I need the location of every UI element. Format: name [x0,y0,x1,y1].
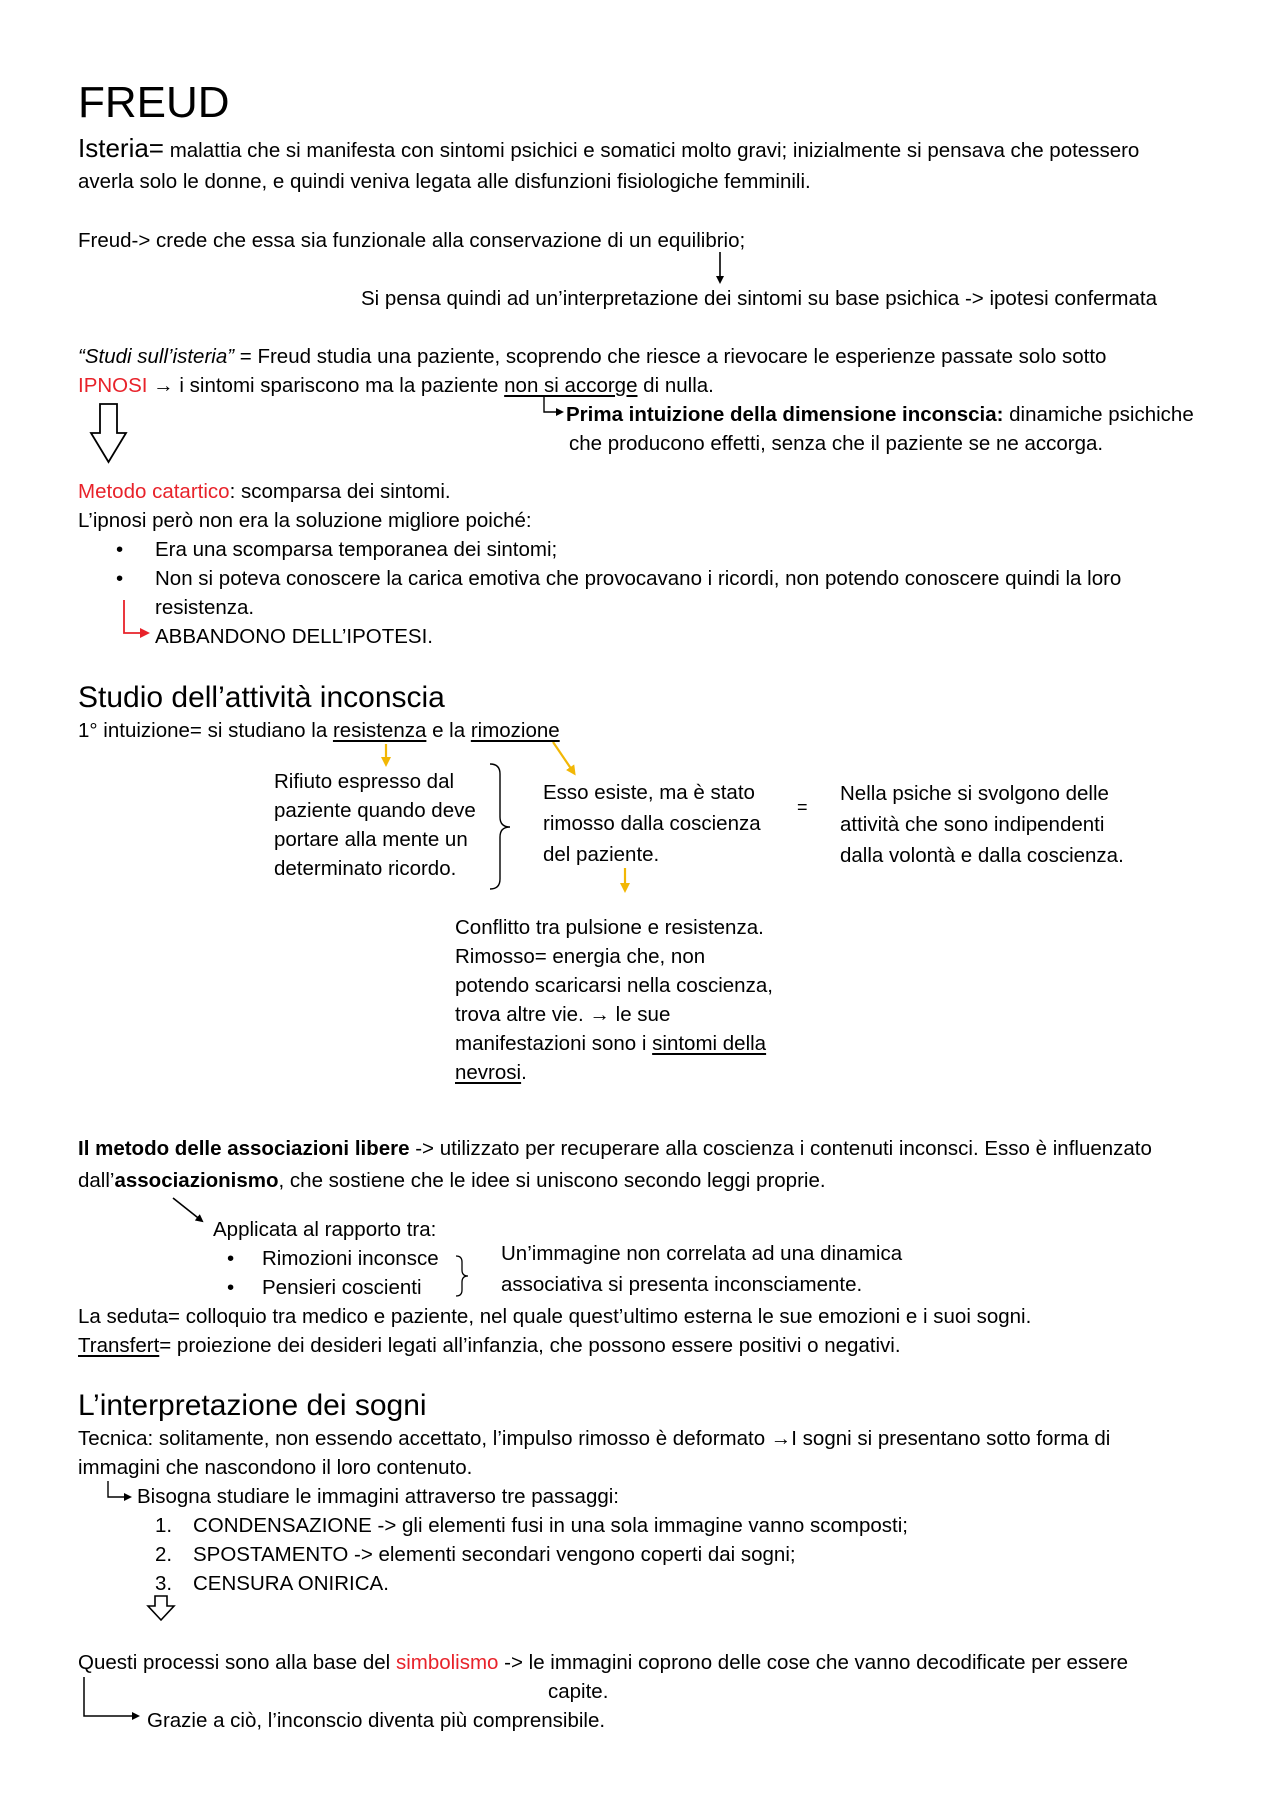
catartico-line [78,477,451,506]
step-number: 1. [155,1514,173,1537]
studi-title: “Studi sull’isteria” [78,345,235,368]
step-text: CENSURA ONIRICA. [193,1572,389,1595]
catartico-rest: : scomparsa dei sintomi. [229,480,451,503]
intuizione-1-line [78,716,560,745]
section-heading-inconscia: Studio dell’attività inconscia [78,681,445,714]
nevrosi-end: . [521,1061,527,1084]
tecnica-line-2: immagini che nascondono il loro contenuto. [78,1456,473,1479]
catartico-bullet-2-cont: resistenza. [155,596,255,619]
immagine-line-2: associativa si presenta inconsciamente. [501,1273,863,1296]
processi-line [78,1648,1128,1677]
step-text: SPOSTAMENTO -> elementi secondari vengono coperti dai sogni; [193,1543,796,1566]
processi-b: -> le immagini coprono delle cose che vanno decodificate per essere [498,1651,1129,1674]
intuizione-bold: Prima intuizione della dimensione inconscia: [566,403,1004,426]
bisogna-line: Bisogna studiare le immagini attraverso tre passaggi: [137,1485,619,1508]
small-hollow-down-arrow-icon [148,1596,174,1620]
freud-line: Freud-> crede che essa sia funzionale alla conservazione di un equilibrio; [78,229,746,252]
associazioni-line-2 [78,1166,826,1195]
box-rifiuto [274,767,476,883]
isteria-term: Isteria= [78,133,164,163]
resistenza-term: resistenza [332,719,427,742]
capite-line: capite. [548,1680,609,1703]
right-brace-icon [490,764,510,889]
bisogna-corner-arrow-icon [108,1481,130,1497]
step-number: 3. [155,1572,173,1595]
intuizione-rest: dinamiche psichiche [1003,403,1194,426]
assoc-a: dall’ [78,1169,115,1192]
section-heading-sogni: L’interpretazione dei sogni [78,1389,427,1422]
tecnica-line-1: Tecnica: solitamente, non essendo accettato, l’impulso rimosso è deformato →I sogni si presentano sotto forma di [78,1427,1111,1450]
abbandono-line: ABBANDONO DELL’IPOTESI. [155,625,433,648]
isteria-definition: malattia che si manifesta con sintomi psichici e somatici molto gravi; inizialmente si pensava che potessero [164,139,1140,162]
box-esso-line: rimosso dalla coscienza [543,812,761,835]
box-rifiuto-line: determinato ricordo. [274,857,457,880]
associazioni-title: Il metodo delle associazioni libere [78,1137,410,1160]
isteria-line-2: averla solo le donne, e quindi veniva legata alle disfunzioni fisiologiche femminili. [78,170,811,193]
simbolismo-term: simbolismo [395,1651,499,1674]
ipnosi-label: IPNOSI [78,374,148,397]
seduta-line: La seduta= colloquio tra medico e paziente, nel quale quest’ultimo esterna le sue emozioni e i suoi sogni. [78,1305,1032,1328]
transfert-term: Transfert [78,1334,160,1357]
conflitto-line [455,1058,773,1087]
box-conflitto [455,913,773,1087]
box-rifiuto-line: portare alla mente un [274,828,468,851]
isteria-line-1 [78,134,1139,165]
box-esso-line: Esso esiste, ma è stato [543,781,755,804]
conflitto-line: Conflitto tra pulsione e resistenza. [455,916,764,939]
studi-line-1 [78,342,1106,371]
box-rifiuto-line: paziente quando deve [274,799,476,822]
grazie-corner-arrow-icon [84,1677,138,1716]
assoc-rest: , che sostiene che le idee si uniscono secondo leggi proprie. [278,1169,826,1192]
nevrosi-word: nevrosi [455,1061,522,1084]
associazioni-line-1 [78,1134,1152,1163]
equals-sign: = [797,797,808,817]
intro-b: e la [426,719,471,742]
conflitto-line: Rimosso= energia che, non [455,945,706,968]
ipnosi-soluzione-line: L’ipnosi però non era la soluzione migliore poiché: [78,509,532,532]
box-esso [543,777,761,870]
immagine-note [501,1238,902,1300]
assoc-item-1: Rimozioni inconsce [262,1247,439,1270]
conflitto-line: trova altre vie. → le sue [455,1003,671,1026]
conflitto-line: potendo scaricarsi nella coscienza, [455,974,773,997]
hollow-down-arrow-icon [91,404,126,462]
applicata-line: Applicata al rapporto tra: [213,1218,437,1241]
bullet-dot: • [227,1247,235,1270]
rimozione-term: rimozione [470,719,560,742]
small-brace-icon [456,1256,468,1296]
page-title: FREUD [78,78,230,127]
sintomi-nevrosi: sintomi della [652,1032,767,1055]
studi-text: = Freud studia una paziente, scoprendo che riesce a rievocare le esperienze passate solo sotto [234,345,1107,368]
catartico-bullet-2: Non si poteva conoscere la carica emotiva che provocavano i ricordi, non potendo conoscere quindi la loro [155,567,1122,590]
intro-a: 1° intuizione= si studiano la [78,719,333,742]
processi-a: Questi processi sono alla base del [78,1651,396,1674]
grazie-line: Grazie a ciò, l’inconscio diventa più comprensibile. [147,1709,606,1732]
box-rifiuto-line: Rifiuto espresso dal [274,770,455,793]
bullet-dot: • [116,567,124,590]
box-psiche-line: attività che sono indipendenti [840,813,1105,836]
catartico-bullet-1: Era una scomparsa temporanea dei sintomi; [155,538,558,561]
catartico-label: Metodo catartico [78,480,230,503]
non-si-accorge: non si accorge [504,374,638,397]
immagine-line-1: Un’immagine non correlata ad una dinamica [501,1242,903,1265]
bullet-dot: • [116,538,124,561]
step-number: 2. [155,1543,173,1566]
box-esso-line: del paziente. [543,843,660,866]
box-psiche [840,778,1124,871]
intuizione-line-2: che producono effetti, senza che il paziente se ne accorga. [569,432,1104,455]
transfert-line [78,1331,901,1360]
studi-line-2 [78,371,714,400]
associazioni-text: -> utilizzato per recuperare alla coscienza i contenuti inconsci. Esso è influenzato [409,1137,1152,1160]
transfert-rest: = proiezione dei desideri legati all’infanzia, che possono essere positivi o negativi. [159,1334,901,1357]
assoc-item-2: Pensieri coscienti [262,1276,422,1299]
box-psiche-line: Nella psiche si svolgono delle [840,782,1109,805]
box-psiche-line: dalla volontà e dalla coscienza. [840,844,1124,867]
interpretazione-line: Si pensa quindi ad un’interpretazione dei sintomi su base psichica -> ipotesi confermata [361,287,1157,310]
diagonal-arrow-icon [173,1198,202,1221]
bullet-dot: • [227,1276,235,1299]
associazionismo-term: associazionismo [114,1169,279,1192]
step-text: CONDENSAZIONE -> gli elementi fusi in una sola immagine vanno scomposti; [193,1514,908,1537]
ipnosi-text: → i sintomi spariscono ma la paziente [147,374,505,397]
conflitto-line [455,1029,773,1058]
red-corner-arrow-icon [124,600,147,633]
ipnosi-end: di nulla. [637,374,714,397]
intuizione-line-1 [566,400,1194,429]
conflitto-text: manifestazioni sono i [455,1032,653,1055]
